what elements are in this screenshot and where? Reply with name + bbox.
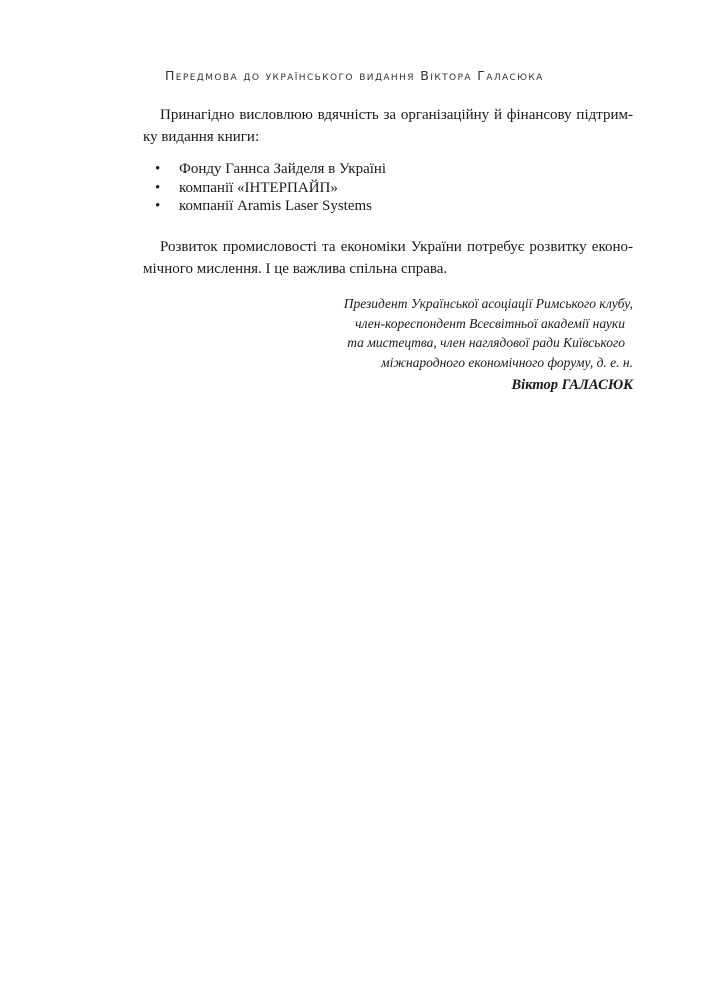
paragraph-line: мічного мислення. І це важлива спільна справа.: [143, 261, 448, 277]
bullet-icon: •: [155, 198, 161, 214]
sponsor-list: [143, 160, 386, 216]
list-item-text: компанії Aramis Laser Systems: [179, 198, 373, 214]
acknowledgement-paragraph: [143, 104, 633, 148]
list-item: [143, 197, 386, 216]
signature-title-line: та мистецтва, член наглядової ради Київського: [347, 335, 625, 350]
running-head: Передмова до українського видання Віктора Галасюка: [165, 68, 544, 83]
paragraph-line: Принагідно висловлюю вдячність за організаційну й фінансову підтрим-: [160, 107, 633, 123]
bullet-icon: •: [155, 179, 161, 196]
paragraph-line: Розвиток промисловості та економіки України потребує розвитку еконо-: [160, 239, 633, 255]
list-item-text: компанії «ІНТЕРПАЙП»: [179, 179, 338, 196]
list-item: [143, 160, 386, 179]
signature-title-line: Президент Української асоціації Римського клубу,: [343, 296, 633, 311]
author-name: Віктор ГАЛАСЮК: [511, 377, 633, 393]
paragraph-line: ку видання книги:: [143, 129, 260, 145]
document-page: [143, 0, 633, 1000]
development-paragraph: [143, 236, 633, 280]
list-item-text: Фонду Ганнса Зайделя в Україні: [179, 161, 387, 177]
bullet-icon: •: [155, 161, 161, 177]
signature-block: [143, 294, 633, 372]
list-item: [143, 179, 386, 198]
signature-title-line: член-кореспондент Всесвітньої академії науки: [355, 315, 625, 331]
signature-title-line: міжнародного економічного форуму, д. е. н.: [381, 354, 633, 370]
